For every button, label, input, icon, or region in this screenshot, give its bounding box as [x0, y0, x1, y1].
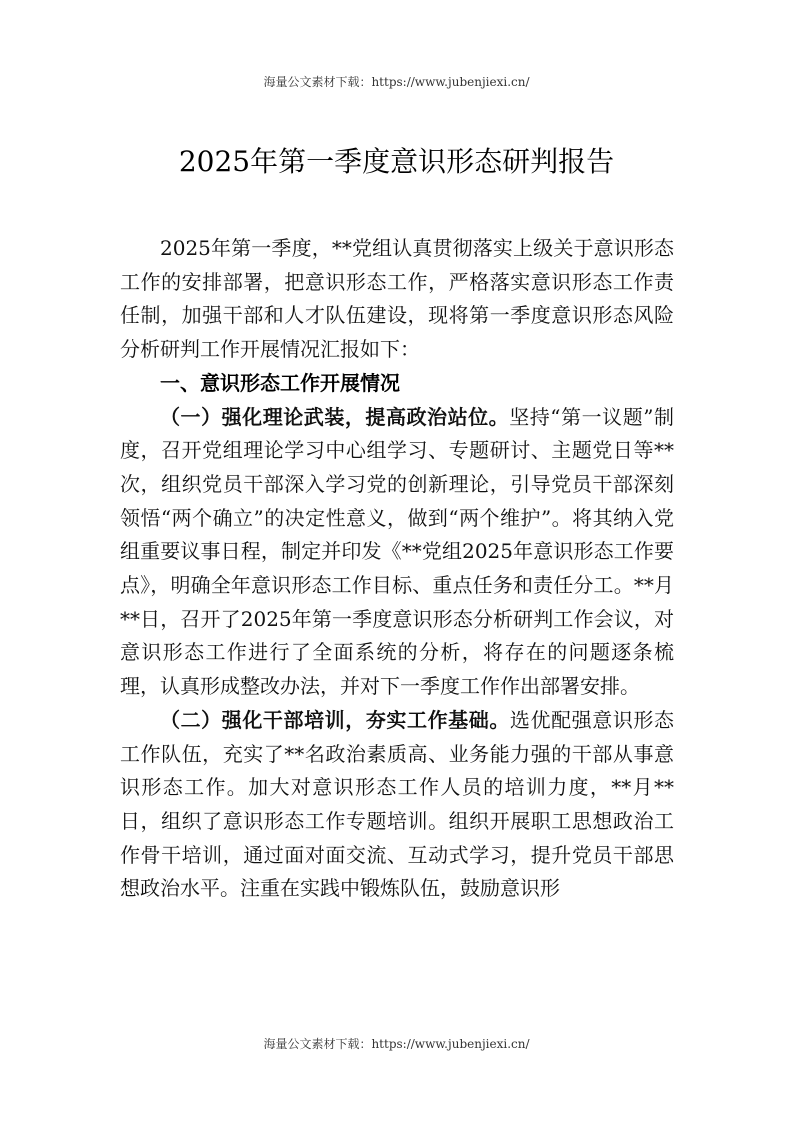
- paragraph-body: 选优配强意识形态工作队伍，充实了**名政治素质高、业务能力强的干部从事意识形态工作。加大对意识形态工作人员的培训力度，**月**日，组织了意识形态工作专题培训。组织开展职工思想政治工作骨干培训，通过面对面交流、互动式学习，提升党员干部思想政治水平。注重在实践中锻炼队伍，鼓励意识形: [120, 707, 675, 901]
- paragraph-lead: （一）强化理论武装，提高政治站位。: [160, 404, 510, 429]
- page-footer: 海量公文素材下载：https://www.jubenjiexi.cn/: [263, 1037, 530, 1051]
- paragraph-body: 坚持“第一议题”制度，召开党组理论学习中心组学习、专题研讨、主题党日等**次，组织党员干部深入学习党的创新理论，引导党员干部深刻领悟“两个确立”的决定性意义，做到“两个维护”。将其纳入党组重要议事日程，制定并印发《**党组2025年意识形态工作要点》，明确全年意识形态工作目标、重点任务和责任分工。**月**日，召开了2025年第一季度意识形态分析研判工作会议，对意识形态工作进行了全面系统的分析，将存在的问题逐条梳理，认真形成整改办法，并对下一季度工作作出部署安排。: [120, 404, 675, 699]
- intro-paragraph: 2025年第一季度，**党组认真贯彻落实上级关于意识形态工作的安排部署，把意识形态工作，严格落实意识形态工作责任制，加强干部和人才队伍建设，现将第一季度意识形态风险分析研判工作开展情况汇报如下：: [120, 236, 674, 362]
- paragraph-training: [120, 704, 674, 906]
- document-body: [120, 232, 674, 906]
- paragraph-lead: （二）强化干部培训，夯实工作基础。: [160, 707, 510, 732]
- page-header: 海量公文素材下载：https://www.jubenjiexi.cn/: [263, 75, 530, 89]
- paragraph-theory: [120, 401, 674, 704]
- section-heading: 一、意识形态工作开展情况: [160, 370, 400, 395]
- document-title: 2025年第一季度意识形态研判报告: [178, 145, 615, 178]
